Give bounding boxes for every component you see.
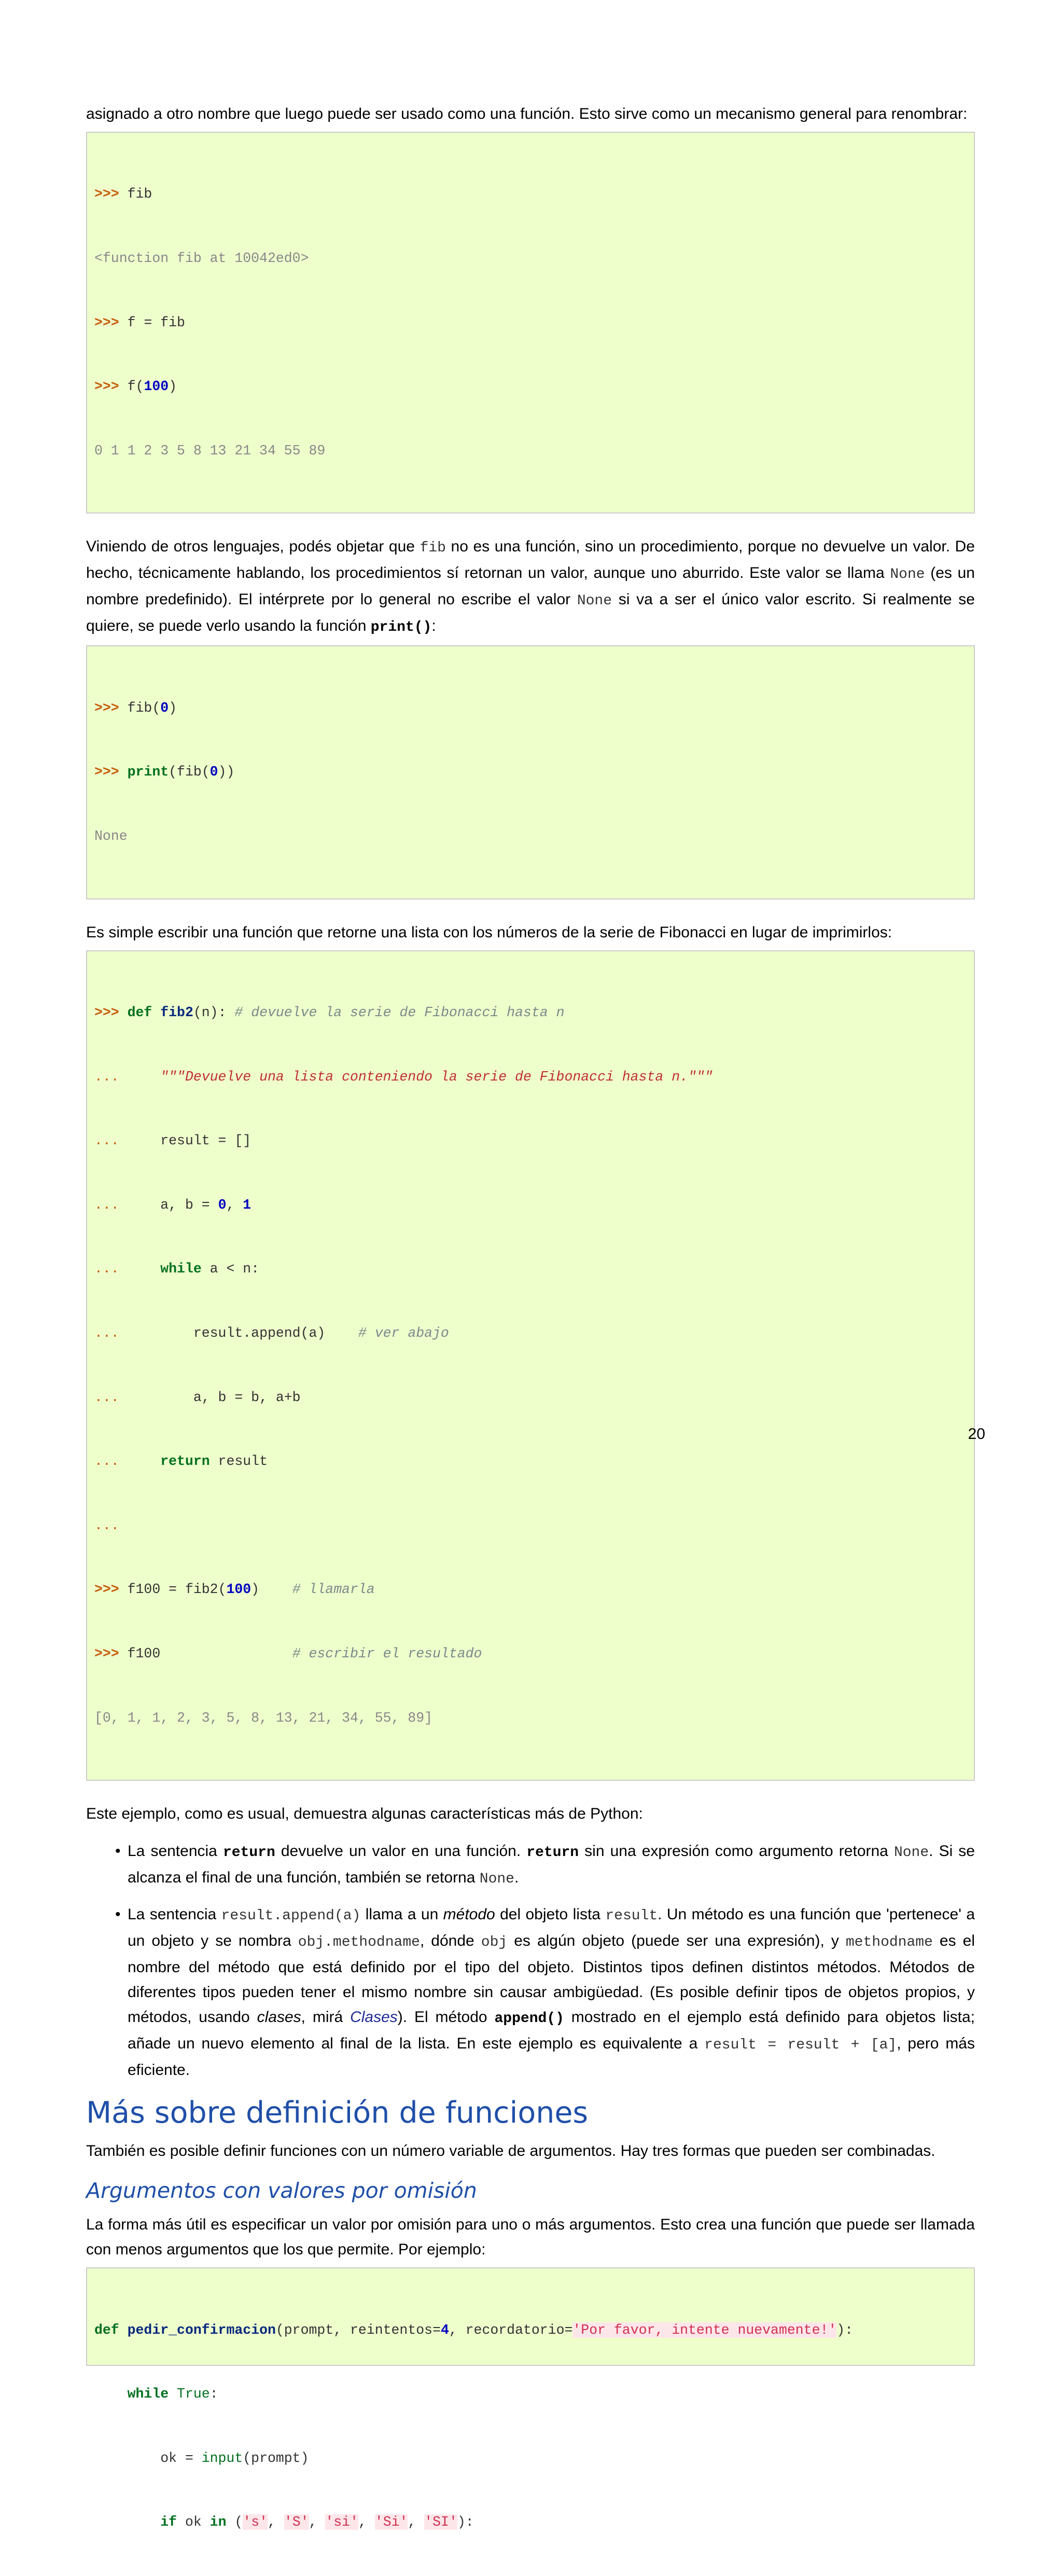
inline-code: fib — [420, 540, 446, 557]
string: 'si' — [325, 2514, 358, 2530]
keyword: def — [127, 1004, 152, 1020]
code-line — [94, 1323, 967, 1344]
inline-code: result — [605, 1908, 658, 1924]
text: . Un método es una función que 'pertenece' a un objeto y se nombra — [128, 1906, 975, 1950]
code: ) — [169, 700, 177, 716]
prompt: >>> — [94, 314, 119, 330]
code: ): — [457, 2514, 474, 2530]
code-line — [94, 1451, 967, 1472]
code: ) — [251, 1582, 292, 1598]
feature-list — [86, 1839, 975, 2083]
inline-code-bold: print() — [370, 619, 432, 636]
code: , — [268, 2514, 284, 2530]
inline-code: result = result + [a] — [704, 2037, 897, 2054]
text: (es un nombre predefinido). El intérprete por lo general no escribe el valor — [86, 564, 975, 608]
list-item — [115, 1839, 975, 1892]
text: Es simple escribir una función que retorne una lista con los números de la serie de Fibonacci en lugar de imprimirlos: — [86, 923, 892, 941]
number: 0 — [209, 764, 218, 780]
number: 0 — [218, 1197, 227, 1213]
comment: # llamarla — [292, 1582, 375, 1598]
text: También es posible definir funciones con un número variable de argumentos. Hay tres formas que pueden ser combinadas. — [86, 2142, 935, 2160]
bullet-mark: • — [115, 1906, 121, 1923]
text: Este ejemplo, como es usual, demuestra algunas características más de Python: — [86, 1805, 643, 1823]
text: . — [514, 1869, 519, 1887]
code-block-fib2 — [86, 950, 975, 1781]
inline-code: result.append(a) — [221, 1908, 361, 1924]
text: asignado a otro nombre que luego puede ser usado como una función. Esto sirve como un mecanismo general para renombrar: — [86, 105, 968, 122]
code: ) — [169, 379, 177, 395]
code-line — [94, 312, 967, 334]
code-line — [94, 2448, 967, 2469]
string: 'SI' — [424, 2514, 457, 2530]
code: ): — [836, 2322, 854, 2338]
code-output-line — [94, 440, 967, 462]
code-line — [94, 184, 967, 205]
subsection-heading: Argumentos con valores por omisión — [86, 2178, 477, 2204]
code: a, b = b, a+b — [193, 1389, 301, 1405]
output: <function fib at 10042ed0> — [94, 251, 309, 266]
list-item — [115, 1902, 975, 2083]
text: ). El método — [397, 2009, 495, 2026]
emphasis: método — [443, 1906, 495, 1923]
code: result = [] — [160, 1133, 251, 1149]
code: ok = — [160, 2450, 202, 2466]
text: , mirá — [301, 2009, 351, 2026]
continuation-prompt: ... — [94, 1069, 119, 1085]
inline-code-bold: return — [526, 1845, 579, 1861]
text: llama a un — [360, 1906, 443, 1923]
prompt: >>> — [94, 1582, 119, 1598]
comment: # ver abajo — [358, 1325, 449, 1341]
prompt: >>> — [94, 764, 119, 780]
text: La forma más útil es especificar un valor por omisión para uno o más argumentos. Esto crea una función que puede ser llamada con menos argumentos que los que permite. Por ejemplo: — [86, 2216, 975, 2259]
code: ( — [226, 2514, 243, 2530]
code-line — [94, 1387, 967, 1408]
prompt: >>> — [94, 1004, 119, 1020]
section-heading: Más sobre definición de funciones — [86, 2096, 589, 2130]
continuation-prompt: ... — [94, 1389, 119, 1405]
code-line — [94, 1258, 967, 1280]
code: a < n: — [201, 1261, 260, 1277]
text: no es una función, sino un procedimiento, porque no devuelve un valor. De hecho, técnicamente hablando, los procedimientos sí retornan un valor, aunque uno aburrido. Este valor se llama — [86, 538, 975, 582]
keyword: while — [127, 2386, 169, 2402]
code-output-line — [94, 1708, 967, 1729]
continuation-prompt: ... — [94, 1325, 119, 1341]
code-block-none — [86, 645, 975, 899]
code-line — [94, 376, 967, 397]
paragraph-default-args — [86, 2212, 975, 2262]
output: 0 1 1 2 3 5 8 13 21 34 55 89 — [94, 442, 326, 459]
code-line — [94, 1130, 967, 1152]
keyword: if — [160, 2514, 177, 2530]
page-number: 20 — [968, 1425, 985, 1443]
text: mostrado en el ejemplo está definido para objetos lista; añade un nuevo elemento al final de la lista. En este ejemplo es equivalente a — [128, 2009, 975, 2053]
code-line — [94, 1067, 967, 1088]
text: es el nombre del método que está definido por el tipo del objeto. Distintos tipos definen distintos métodos. Métodos de diferentes tipos pueden tener el mismo nombre sin causar ambigüedad. (Es posible definir tipos de objetos propios, y métodos, usando — [128, 1932, 975, 2026]
code-line — [94, 2384, 967, 2405]
string: 'Por favor, intente nuevamente!' — [572, 2322, 837, 2338]
comment: # devuelve la serie de Fibonacci hasta n — [234, 1004, 565, 1020]
function-name: fib2 — [160, 1004, 193, 1020]
inline-code: methodname — [845, 1934, 933, 1951]
inline-code: None — [893, 1845, 929, 1861]
code: result.append(a) — [193, 1325, 358, 1341]
number: 100 — [226, 1582, 251, 1598]
continuation-prompt: ... — [94, 1261, 119, 1277]
text: La sentencia — [128, 1906, 221, 1923]
code-line — [94, 1002, 967, 1023]
number: 1 — [243, 1197, 251, 1213]
code: (prompt) — [243, 2450, 309, 2466]
code-line — [94, 1195, 967, 1216]
prompt: >>> — [94, 186, 119, 202]
keyword: in — [209, 2514, 227, 2530]
code: , — [309, 2514, 326, 2530]
number: 4 — [440, 2322, 449, 2338]
inline-code-bold: return — [222, 1845, 275, 1861]
code-block-defaults — [86, 2267, 975, 2530]
inline-code: None — [890, 566, 925, 583]
link-clases[interactable]: Clases — [350, 2009, 398, 2026]
number: 0 — [160, 700, 169, 716]
inline-code: obj.methodname — [298, 1934, 420, 1951]
bullet-mark: • — [115, 1843, 121, 1860]
inline-code: None — [479, 1871, 514, 1888]
code: , — [226, 1197, 243, 1213]
code: ok — [177, 2514, 210, 2530]
builtin: input — [201, 2450, 243, 2466]
text: sin una expresión como argumento retorna — [579, 1843, 894, 1860]
code: a, b = — [160, 1197, 218, 1213]
code: (fib( — [169, 764, 210, 780]
code: )) — [218, 764, 235, 780]
code: , — [358, 2514, 375, 2530]
page-content — [86, 102, 975, 2530]
text: : — [431, 617, 436, 635]
continuation-prompt: ... — [94, 1133, 119, 1149]
prompt: >>> — [94, 700, 119, 716]
code: fib — [119, 186, 152, 202]
code: , recordatorio= — [449, 2322, 573, 2338]
text: , pero más eficiente. — [128, 2035, 975, 2079]
output: [0, 1, 1, 2, 3, 5, 8, 13, 21, 34, 55, 89] — [94, 1710, 433, 1726]
code: fib( — [119, 700, 161, 716]
docstring: """Devuelve una lista conteniendo la serie de Fibonacci hasta n.""" — [160, 1069, 713, 1085]
number: 100 — [144, 379, 169, 395]
code: (prompt, reintentos= — [275, 2322, 441, 2338]
paragraph-variable-args — [86, 2139, 975, 2164]
code-output-line — [94, 826, 967, 847]
continuation-prompt: ... — [94, 1197, 119, 1213]
code-line — [94, 1515, 967, 1536]
continuation-prompt: ... — [94, 1517, 119, 1533]
inline-code: None — [577, 593, 612, 610]
builtin: True — [177, 2386, 210, 2402]
inline-code-bold: append() — [494, 2011, 564, 2027]
code-block-rename — [86, 132, 975, 514]
text: , dónde — [420, 1932, 481, 1950]
keyword: print — [127, 764, 169, 780]
paragraph-renaming — [86, 102, 975, 127]
code: f100 = fib2( — [119, 1582, 227, 1598]
prompt: >>> — [94, 379, 119, 395]
string: 'Si' — [374, 2514, 408, 2530]
code-line — [94, 1643, 967, 1665]
code: result — [209, 1453, 268, 1470]
keyword: return — [160, 1453, 210, 1470]
inline-code: obj — [481, 1934, 508, 1951]
output: None — [94, 828, 128, 844]
text: Viniendo de otros lenguajes, podés objetar que — [86, 538, 420, 556]
paragraph-procedures — [86, 534, 975, 640]
text: La sentencia — [128, 1843, 223, 1860]
continuation-prompt: ... — [94, 1453, 119, 1470]
text: . Si se alcanza el final de una función, también se retorna — [128, 1843, 975, 1887]
code-line — [94, 2512, 967, 2533]
paragraph-fib2-intro — [86, 920, 975, 945]
emphasis: clases — [257, 2009, 301, 2026]
string: 's' — [243, 2514, 268, 2530]
code-line — [94, 698, 967, 719]
prompt: >>> — [94, 1645, 119, 1661]
code: (n): — [193, 1004, 235, 1020]
keyword: while — [160, 1261, 202, 1277]
code-output-line — [94, 248, 967, 269]
code: f = fib — [119, 314, 185, 330]
code: f100 — [119, 1645, 292, 1661]
text: del objeto lista — [495, 1906, 606, 1923]
text: si va a ser el único valor escrito. Si realmente se quiere, se puede verlo usando la función — [86, 591, 975, 635]
paragraph-features-intro — [86, 1802, 975, 1826]
text: devuelve un valor en una función. — [275, 1843, 527, 1860]
code-line — [94, 2320, 967, 2341]
function-name: pedir_confirmacion — [127, 2322, 276, 2338]
code-line — [94, 1579, 967, 1600]
keyword: def — [94, 2322, 119, 2338]
code: f( — [119, 379, 144, 395]
comment: # escribir el resultado — [292, 1645, 482, 1661]
string: 'S' — [284, 2514, 309, 2530]
code: , — [408, 2514, 425, 2530]
code: : — [209, 2386, 218, 2402]
code-line — [94, 761, 967, 783]
text: es algún objeto (puede ser una expresión), y — [507, 1932, 846, 1950]
